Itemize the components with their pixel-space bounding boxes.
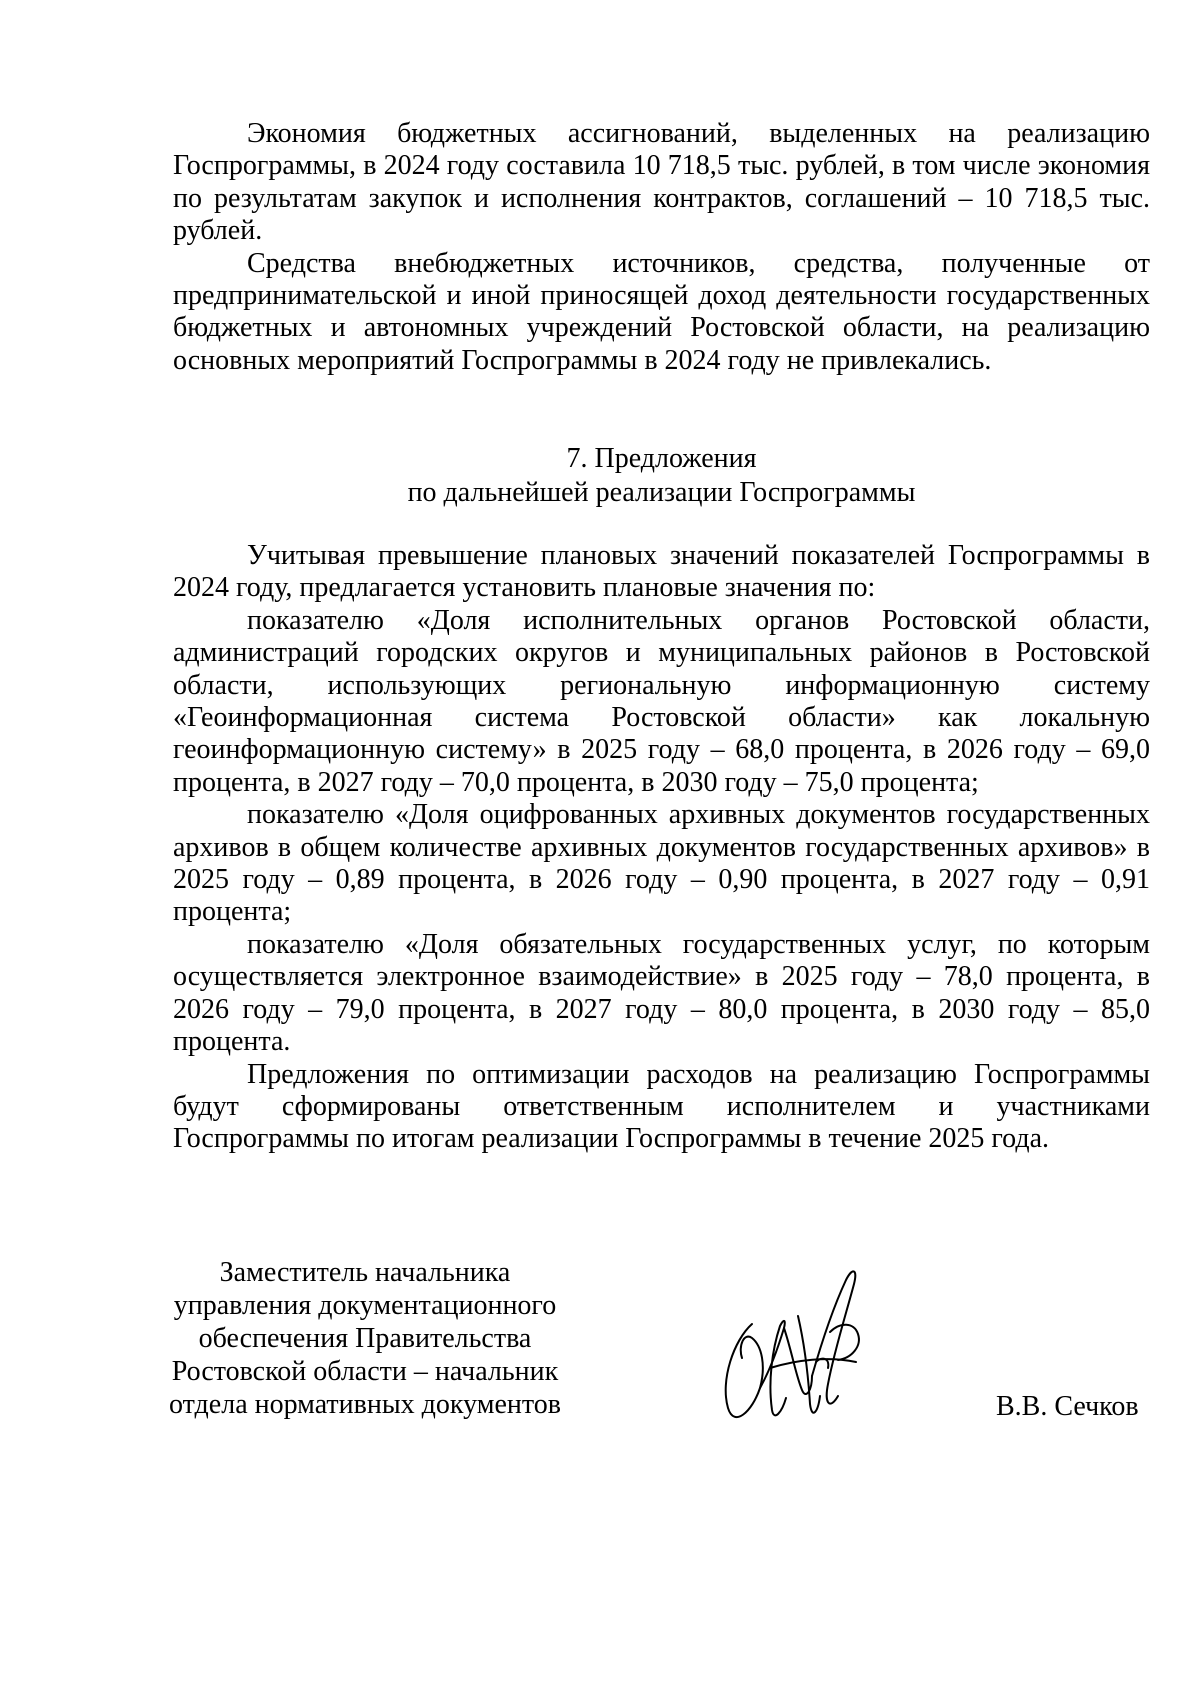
paragraph-indicator-geoinformation: показателю «Доля исполнительных органов Ростовской области, администраций городских округов и муниципальных районов в Ростовской области, использующих региональную информационную систему «Геоинформационная система Ростовской области» как локальную геоинформационную систему» в 2025 году – 68,0 процента, в 2026 году – 69,0 процента, в 2027 году – 70,0 процента, в 2030 году – 75,0 процента; — [173, 604, 1150, 798]
paragraph-indicator-digitized-archives: показателю «Доля оцифрованных архивных документов государственных архивов в общем количестве архивных документов государственных архивов» в 2025 году – 0,89 процента, в 2026 году – 0,90 процента, в 2027 году – 0,91 процента; — [173, 799, 1150, 928]
paragraph-cost-optimization: Предложения по оптимизации расходов на реализацию Госпрограммы будут сформированы ответственным исполнителем и участниками Госпрограммы по итогам реализации Госпрограммы в течение 2025 года. — [173, 1058, 1150, 1155]
paragraph-proposal-intro: Учитывая превышение плановых значений показателей Госпрограммы в 2024 году, предлагается установить плановые значения по: — [173, 540, 1150, 604]
signatory-position-line: управления документационного — [173, 1290, 557, 1321]
paragraph-indicator-electronic-services: показателю «Доля обязательных государственных услуг, по которым осуществляется электронное взаимодействие» в 2025 году – 78,0 процента, в 2026 году – 79,0 процента, в 2027 году – 80,0 процента, в 2030 году – 85,0 процента. — [173, 928, 1150, 1058]
proposals-section — [173, 540, 1150, 1156]
intro-section — [173, 118, 1150, 377]
section-heading-line-2: по дальнейшей реализации Госпрограммы — [407, 477, 916, 508]
section-heading — [173, 442, 1150, 510]
handwritten-signature — [712, 1262, 882, 1434]
paragraph-budget-savings: Экономия бюджетных ассигнований, выделенных на реализацию Госпрограммы, в 2024 году составила 10 718,5 тыс. рублей, в том числе экономия по результатам закупок и исполнения контрактов, соглашений – 10 718,5 тыс. рублей. — [173, 118, 1150, 247]
signatory-position — [150, 1256, 580, 1421]
signatory-position-line: отдела нормативных документов — [169, 1389, 561, 1420]
paragraph-extrabudgetary-funds: Средства внебюджетных источников, средства, полученные от предпринимательской и иной приносящей доход деятельности государственных бюджетных и автономных учреждений Ростовской области, на реализацию основных мероприятий Госпрограммы в 2024 году не привлекались. — [173, 247, 1150, 376]
signatory-position-line: Ростовской области – начальник — [171, 1356, 559, 1387]
section-heading-line-1: 7. Предложения — [566, 443, 757, 474]
signatory-position-line: обеспечения Правительства — [198, 1323, 532, 1354]
signatory-name: В.В. Сечков — [996, 1391, 1139, 1422]
signatory-position-line: Заместитель начальника — [219, 1257, 511, 1288]
